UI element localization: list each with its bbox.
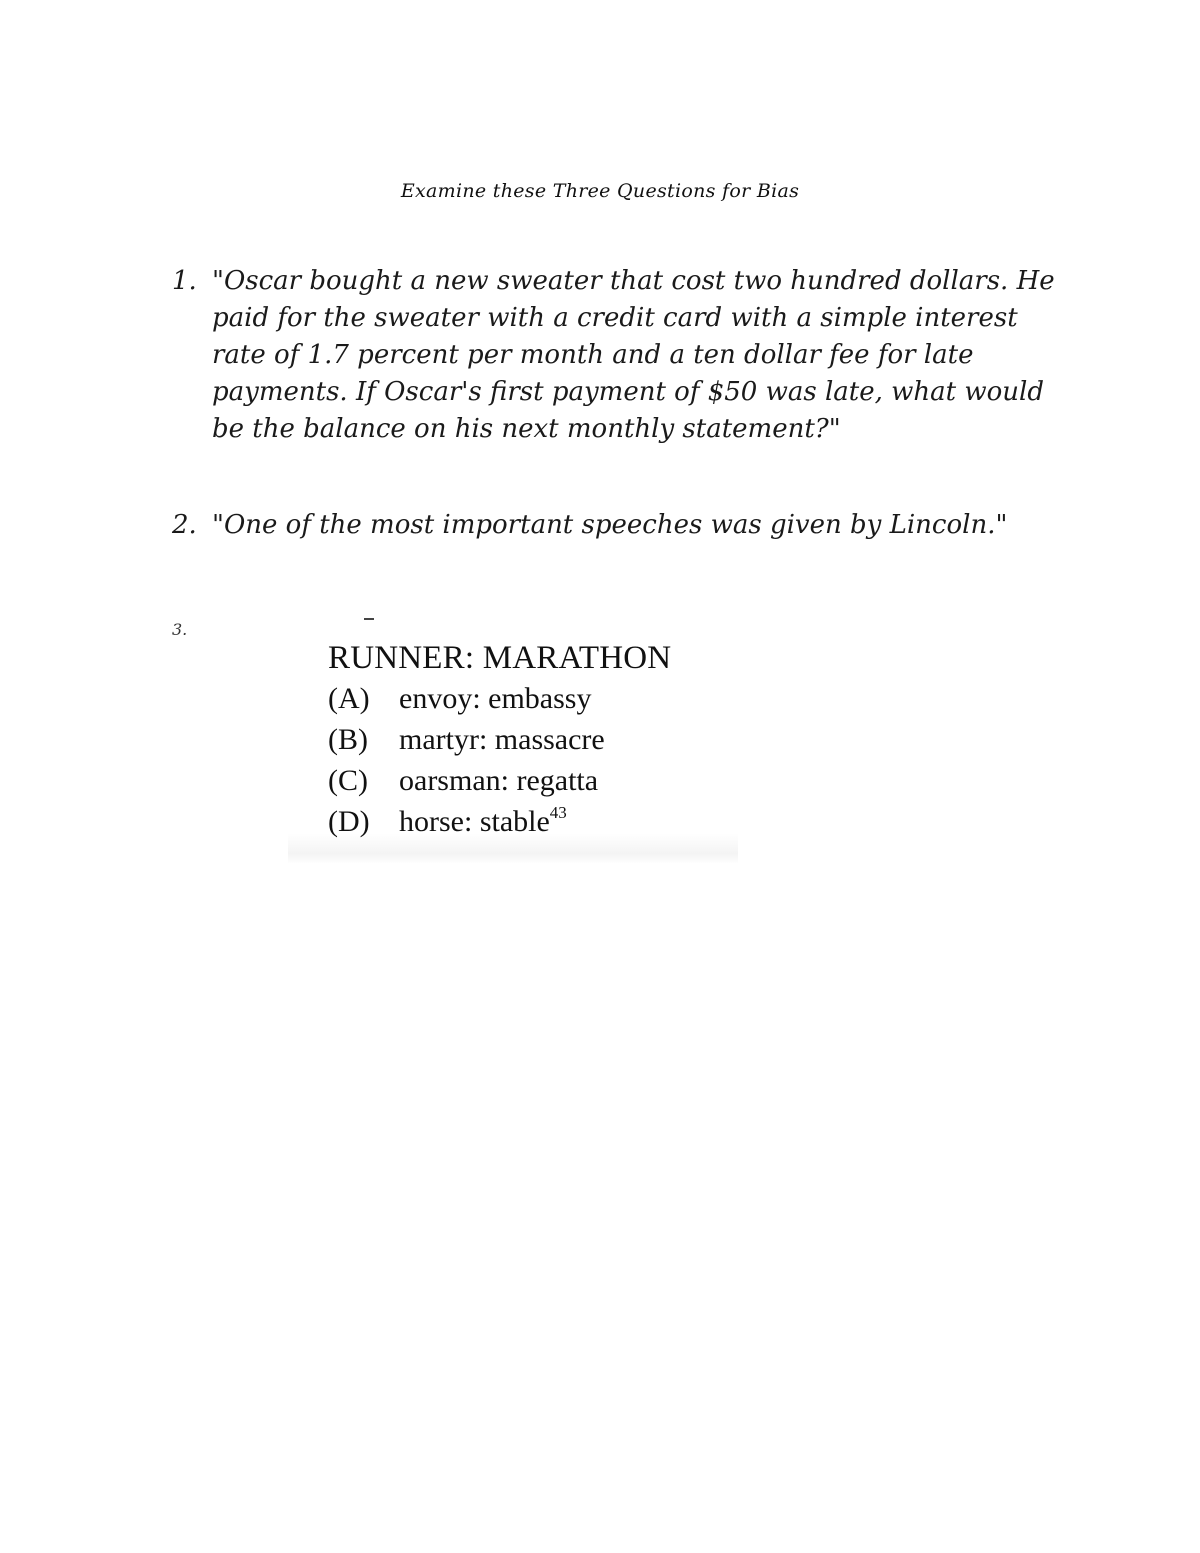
choice-letter: (D) [328,805,370,838]
analogy-scan-image [288,608,738,864]
choice-letter: (C) [328,764,368,797]
choice-text: envoy: embassy [399,682,592,715]
question-2 [172,507,1072,544]
analogy-choice-d [328,805,567,839]
question-number: 3. [172,620,188,639]
question-number: 1. [172,266,197,296]
analogy-choice-b [328,723,605,757]
question-text: "Oscar bought a new sweater that cost two hundred dollars. He paid for the sweater with a credit card with a simple interest rate of 1.7 percent per month and a ten dollar fee for late payments. If Oscar's first payment of $50 was late, what would be the balance on his next monthly statement?" [212,266,1055,444]
scan-artifact-dash [364,618,374,620]
choice-letter: (A) [328,682,370,715]
footnote-marker: 43 [549,803,567,822]
page-title: Examine these Three Questions for Bias [400,180,800,202]
choice-text: horse: stable [399,805,550,838]
choice-text: martyr: massacre [399,723,605,756]
question-text: "One of the most important speeches was given by Lincoln." [212,510,1008,540]
analogy-choice-c [328,764,598,798]
choice-text: oarsman: regatta [399,764,599,797]
question-number: 2. [172,510,197,540]
analogy-choice-a [328,682,591,716]
analogy-stem: RUNNER: MARATHON [328,640,672,676]
choice-letter: (B) [328,723,368,756]
question-1 [172,263,1072,448]
